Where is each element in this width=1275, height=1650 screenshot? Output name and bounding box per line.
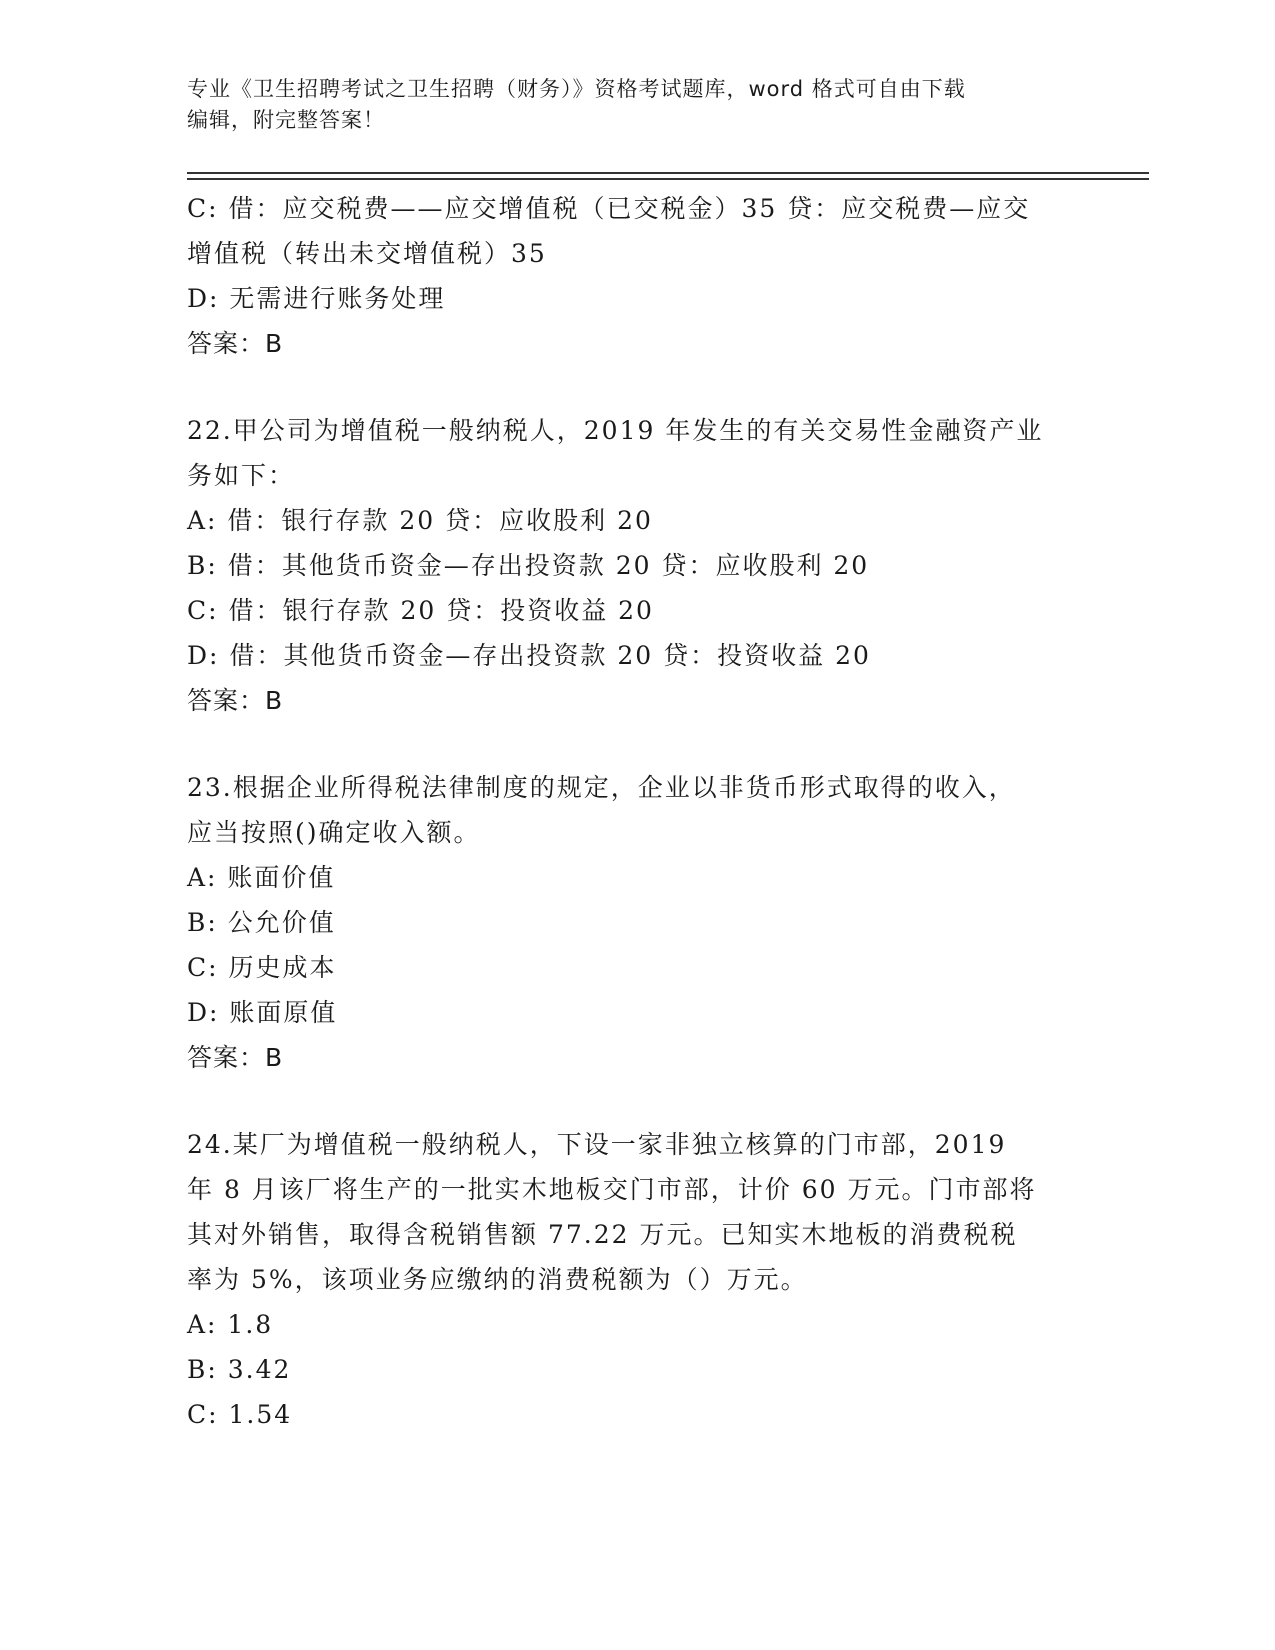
option-c: C: 借：应交税费——应交增值税（已交税金）35 贷：应交税费—应交 [187,194,1031,223]
option-b: B: 借：其他货币资金—存出投资款 20 贷：应收股利 20 [187,551,870,580]
question-22 [187,408,1087,723]
answer: 答案：B [187,1043,284,1072]
question-stem: 22.甲公司为增值税一般纳税人，2019 年发生的有关交易性金融资产业 [187,416,1044,445]
header-rule-top [187,172,1149,174]
document-header [187,74,1067,136]
option-c: C: 1.54 [187,1400,293,1429]
header-line-2: 编辑，附完整答案！ [187,108,385,132]
option-b: B: 3.42 [187,1355,292,1384]
answer: 答案：B [187,686,284,715]
question-stem-continued: 年 8 月该厂将生产的一批实木地板交门市部，计价 60 万元。门市部将 [187,1175,1037,1204]
option-d: D: 账面原值 [187,998,338,1027]
answer: 答案：B [187,329,284,358]
question-stem-continued: 率为 5%，该项业务应缴纳的消费税额为（）万元。 [187,1265,808,1294]
option-d: D: 借：其他货币资金—存出投资款 20 贷：投资收益 20 [187,641,871,670]
option-a: A: 账面价值 [187,863,336,892]
option-a: A: 1.8 [187,1310,274,1339]
question-stem-continued: 其对外销售，取得含税销售额 77.22 万元。已知实木地板的消费税税 [187,1220,1018,1249]
header-line-1: 专业《卫生招聘考试之卫生招聘（财务）》资格考试题库，word 格式可自由下载 [187,77,966,101]
question-stem: 23.根据企业所得税法律制度的规定，企业以非货币形式取得的收入， [187,773,1016,802]
question-24 [187,1122,1087,1437]
question-23 [187,765,1087,1080]
question-content [187,186,1087,1437]
option-c-continued: 增值税（转出未交增值税）35 [187,239,547,268]
header-rule-bottom [187,178,1149,180]
option-d: D: 无需进行账务处理 [187,284,446,313]
option-b: B: 公允价值 [187,908,336,937]
option-c: C: 借：银行存款 20 贷：投资收益 20 [187,596,654,625]
question-stem-continued: 务如下： [187,461,296,490]
question-stem: 24.某厂为增值税一般纳税人，下设一家非独立核算的门市部，2019 [187,1130,1007,1159]
option-a: A: 借：银行存款 20 贷：应收股利 20 [187,506,653,535]
question-stem-continued: 应当按照()确定收入额。 [187,818,481,847]
option-c: C: 历史成本 [187,953,337,982]
question-21-fragment [187,186,1087,366]
